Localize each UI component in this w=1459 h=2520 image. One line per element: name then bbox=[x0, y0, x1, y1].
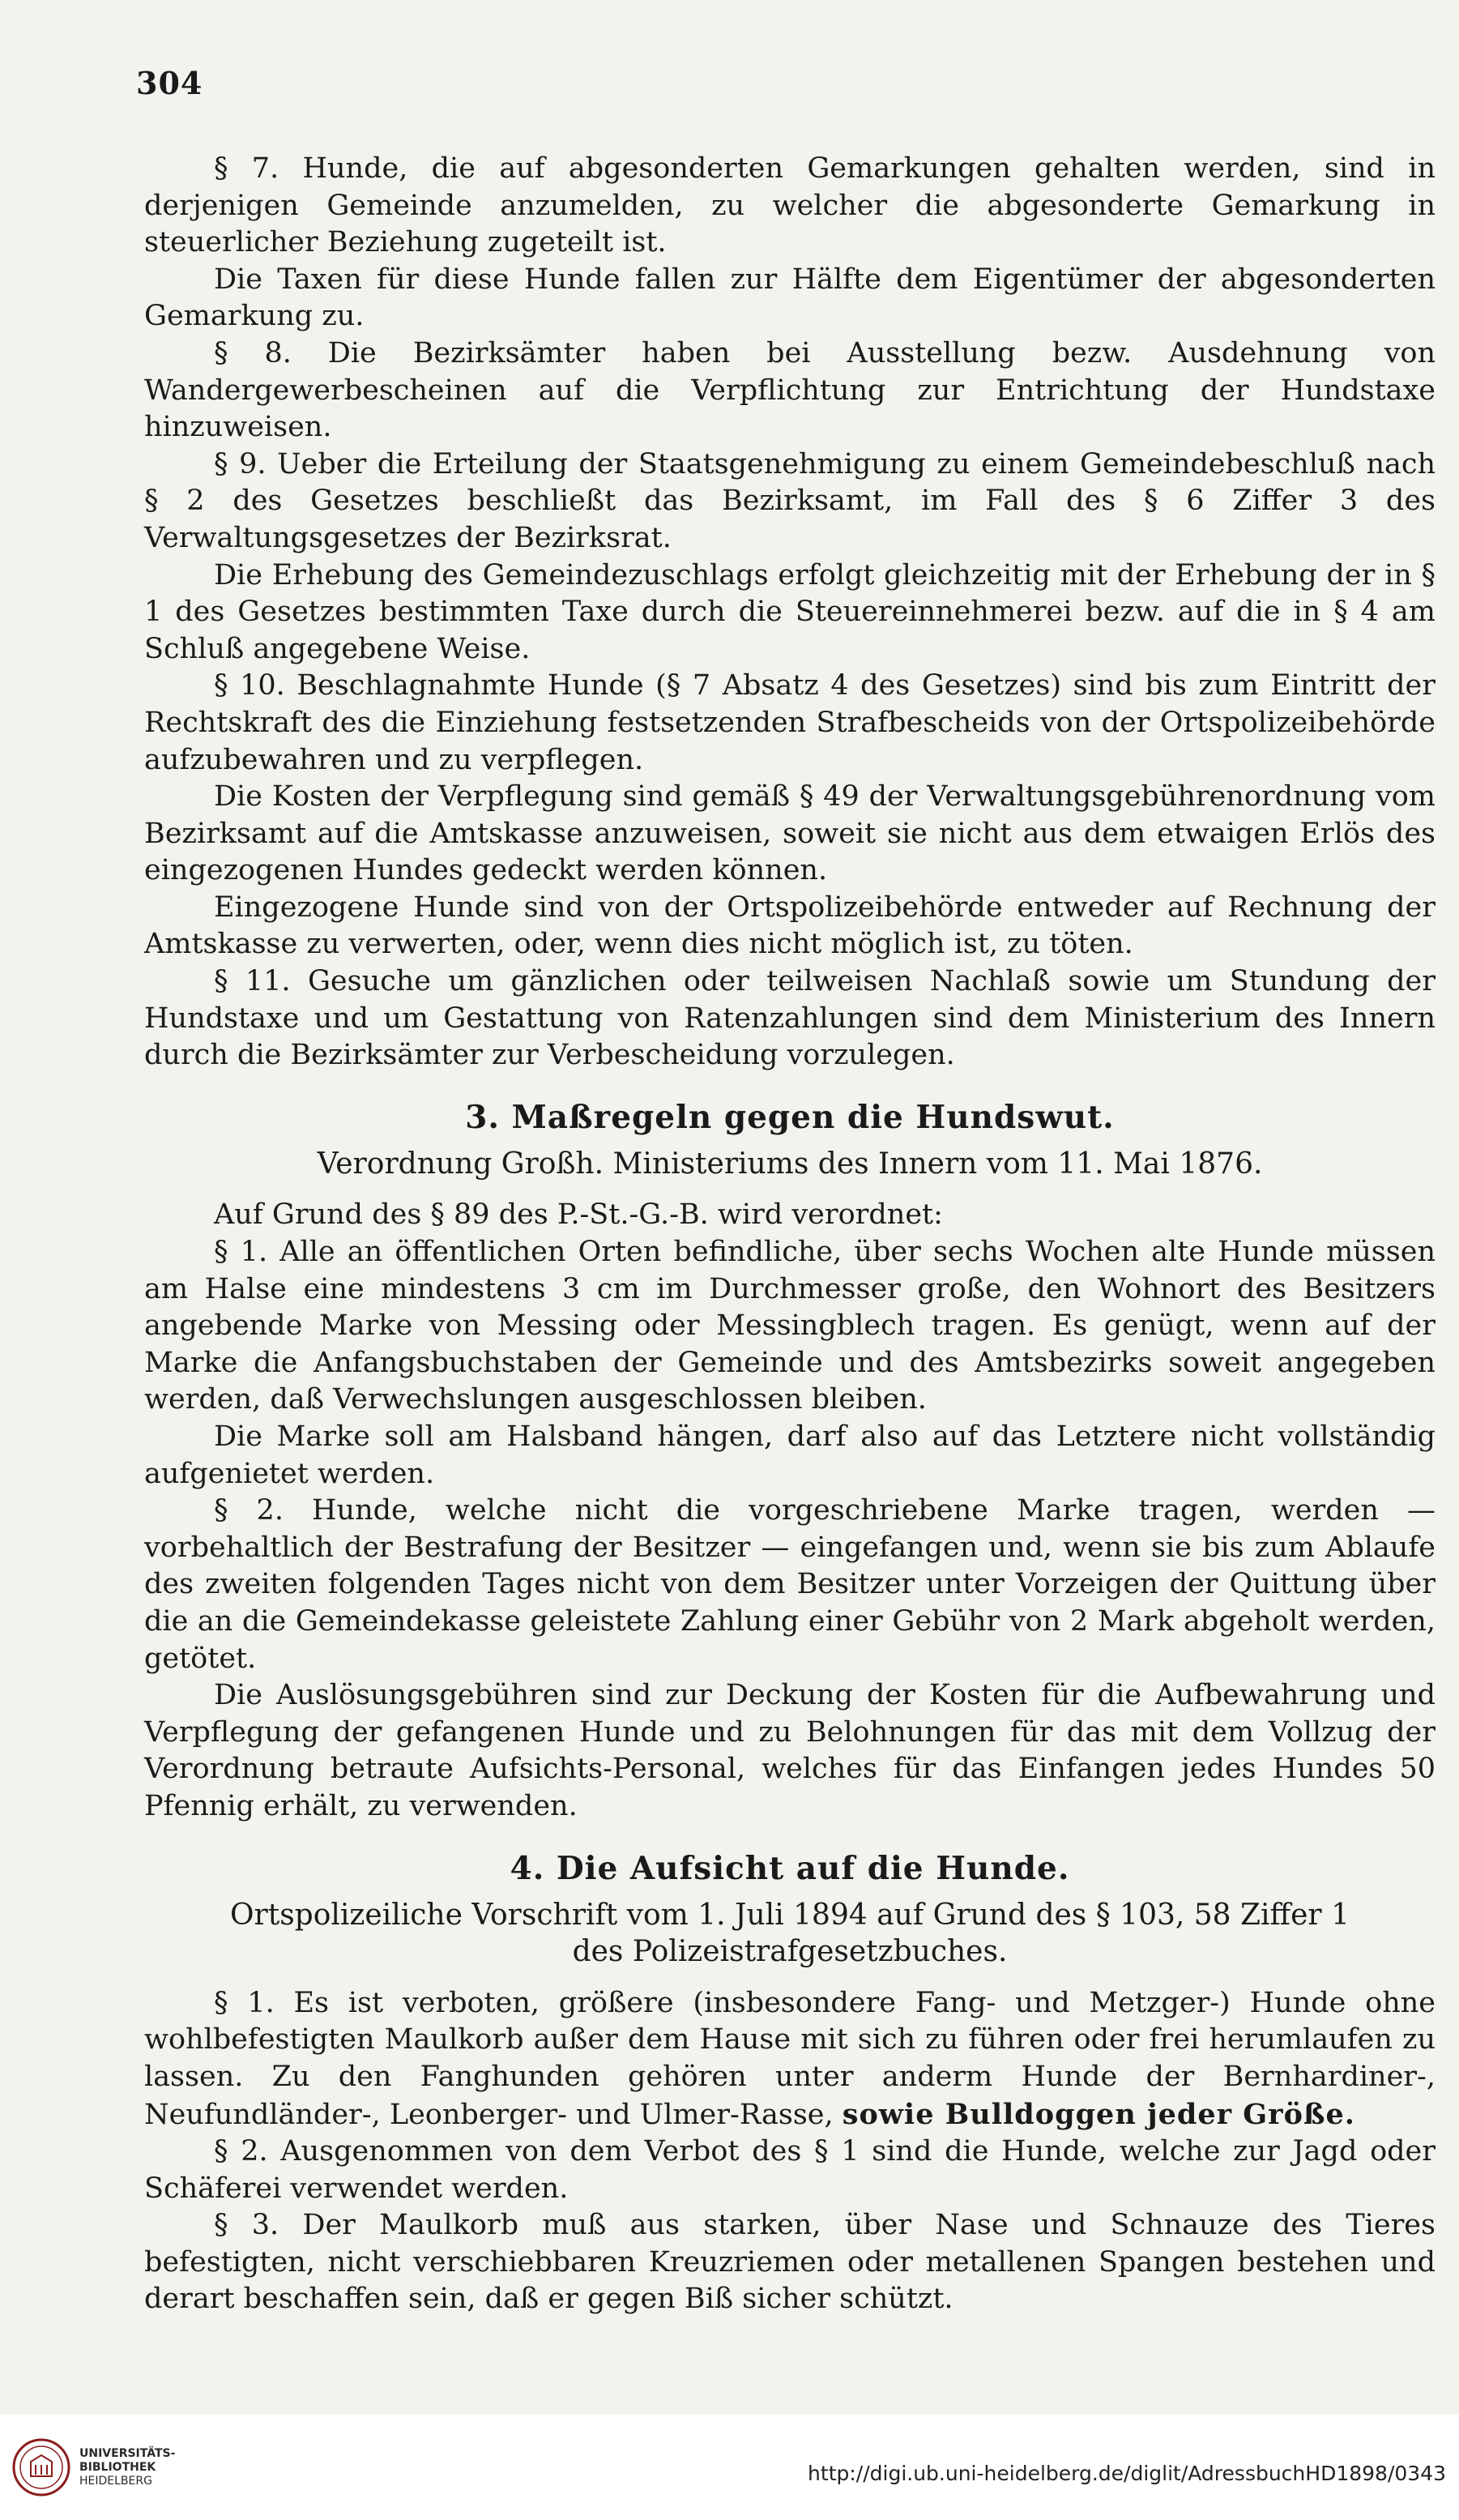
paragraph: § 2. Hunde, welche nicht die vorgeschriebene Marke tragen, werden — vorbehaltlich der Bestrafung der Besitzer — eingefangen und, wenn sie bis zum Ablaufe des zweiten folgenden Tages nicht von dem Besitzer unter Vorzeigen der Quittung über die an die Gemeindekasse geleistete Zahlung einer Gebühr von 2 Mark abgeholt werden, getötet. bbox=[144, 1494, 1436, 1675]
logo-line: HEIDELBERG bbox=[79, 2474, 152, 2488]
page-body bbox=[144, 151, 1436, 2318]
paragraph: § 10. Beschlagnahmte Hunde (§ 7 Absatz 4 des Gesetzes) sind bis zum Eintritt der Rechtskraft des die Einziehung festsetzenden Strafbescheids von der Ortspolizeibehörde aufzubewahren und zu verpflegen. bbox=[144, 669, 1436, 776]
emphasized-text: sowie Bulldoggen jeder Größe. bbox=[842, 2097, 1355, 2131]
section-4-subheading-line2: des Polizeistrafgesetzbuches. bbox=[572, 1935, 1008, 1969]
logo-line: UNIVERSITÄTS- bbox=[79, 2446, 176, 2460]
section-3-subheading: Verordnung Großh. Ministeriums des Innern vom 11. Mai 1876. bbox=[317, 1147, 1263, 1181]
paragraph-text: § 1. Es ist verboten, größere (insbesondere Fang- und Metzger-) Hunde ohne wohlbefestigten Maulkorb außer dem Hause mit sich zu führen oder frei herumlaufen zu lassen. Zu den Fanghunden gehören unter anderm Hunde der Bernhardiner-, Neufundländer-, Leonberger- und Ulmer-Rasse, bbox=[144, 1986, 1436, 2131]
logo-text bbox=[79, 2447, 175, 2488]
logo-line: BIBLIOTHEK bbox=[79, 2460, 156, 2474]
paragraph: § 8. Die Bezirksämter haben bei Ausstellung bezw. Ausdehnung von Wandergewerbescheinen auf die Verpflichtung zur Entrichtung der Hundstaxe hinzuweisen. bbox=[144, 336, 1436, 444]
paragraph: Die Taxen für diese Hunde fallen zur Hälfte dem Eigentümer der abgesonderten Gemarkung zu. bbox=[144, 263, 1436, 333]
paragraph: § 7. Hunde, die auf abgesonderten Gemarkungen gehalten werden, sind in derjenigen Gemeinde anzumelden, zu welcher die abgesonderte Gemarkung in steuerlicher Beziehung zugeteilt ist. bbox=[144, 152, 1436, 259]
page-number: 304 bbox=[136, 65, 203, 101]
source-url[interactable]: http://digi.ub.uni-heidelberg.de/diglit/AdressbuchHD1898/0343 bbox=[808, 2462, 1446, 2485]
paragraph: Die Kosten der Verpflegung sind gemäß § 49 der Verwaltungsgebührenordnung vom Bezirksamt auf die Amtskasse anzuweisen, soweit sie nicht aus dem etwaigen Erlös des eingezogenen Hundes gedeckt werden können. bbox=[144, 780, 1436, 887]
paragraph: § 1. Alle an öffentlichen Orten befindliche, über sechs Wochen alte Hunde müssen am Halse eine mindestens 3 cm im Durchmesser große, den Wohnort des Besitzers angebende Marke von Messing oder Messingblech tragen. Es genügt, wenn auf der Marke die Anfangsbuchstaben der Gemeinde und des Amtsbezirks soweit angegeben werden, daß Verwechslungen ausgeschlossen bleiben. bbox=[144, 1236, 1436, 1416]
paragraph: § 2. Ausgenommen von dem Verbot des § 1 sind die Hunde, welche zur Jagd oder Schäferei verwendet werden. bbox=[144, 2135, 1436, 2205]
library-logo bbox=[11, 2431, 190, 2504]
section-3-heading: 3. Maßregeln gegen die Hundswut. bbox=[465, 1098, 1115, 1136]
section-3-intro: Auf Grund des § 89 des P.-St.-G.-B. wird verordnet: bbox=[214, 1198, 943, 1232]
paragraph bbox=[144, 1985, 1436, 2133]
footer-bar bbox=[0, 2415, 1459, 2520]
section-4-subheading bbox=[144, 1897, 1436, 1971]
paragraph: Eingezogene Hunde sind von der Ortspolizeibehörde entweder auf Rechnung der Amtskasse zu verwerten, oder, wenn dies nicht möglich ist, zu töten. bbox=[144, 891, 1436, 961]
paragraph: § 3. Der Maulkorb muß aus starken, über Nase und Schnauze des Tieres befestigten, nicht verschiebbaren Kreuzriemen oder metallenen Spangen bestehen und derart beschaffen sein, daß er gegen Biß sicher schützt. bbox=[144, 2209, 1436, 2316]
university-seal-icon bbox=[11, 2437, 71, 2497]
paragraph: § 11. Gesuche um gänzlichen oder teilweisen Nachlaß sowie um Stundung der Hundstaxe und um Gestattung von Ratenzahlungen sind dem Ministerium des Innern durch die Bezirksämter zur Verbescheidung vorzulegen. bbox=[144, 965, 1436, 1072]
paragraph: Die Erhebung des Gemeindezuschlags erfolgt gleichzeitig mit der Erhebung der in § 1 des Gesetzes bestimmten Taxe durch die Steuereinnehmerei bezw. auf die in § 4 am Schluß angegebene Weise. bbox=[144, 558, 1436, 665]
paragraph: Die Marke soll am Halsband hängen, darf also auf das Letztere nicht vollständig aufgenietet werden. bbox=[144, 1420, 1436, 1490]
section-4-heading: 4. Die Aufsicht auf die Hunde. bbox=[510, 1849, 1070, 1887]
paragraph: § 9. Ueber die Erteilung der Staatsgenehmigung zu einem Gemeindebeschluß nach § 2 des Gesetzes beschließt das Bezirksamt, im Fall des § 6 Ziffer 3 des Verwaltungsgesetzes der Bezirksrat. bbox=[144, 447, 1436, 554]
paragraph: Die Auslösungsgebühren sind zur Deckung der Kosten für die Aufbewahrung und Verpflegung der gefangenen Hunde und zu Belohnungen für das mit dem Vollzug der Verordnung betraute Aufsichts-Personal, welches für das Einfangen jedes Hundes 50 Pfennig erhält, zu verwenden. bbox=[144, 1679, 1436, 1822]
section-4-subheading-line1: Ortspolizeiliche Vorschrift vom 1. Juli 1894 auf Grund des § 103, 58 Ziffer 1 bbox=[230, 1898, 1350, 1932]
